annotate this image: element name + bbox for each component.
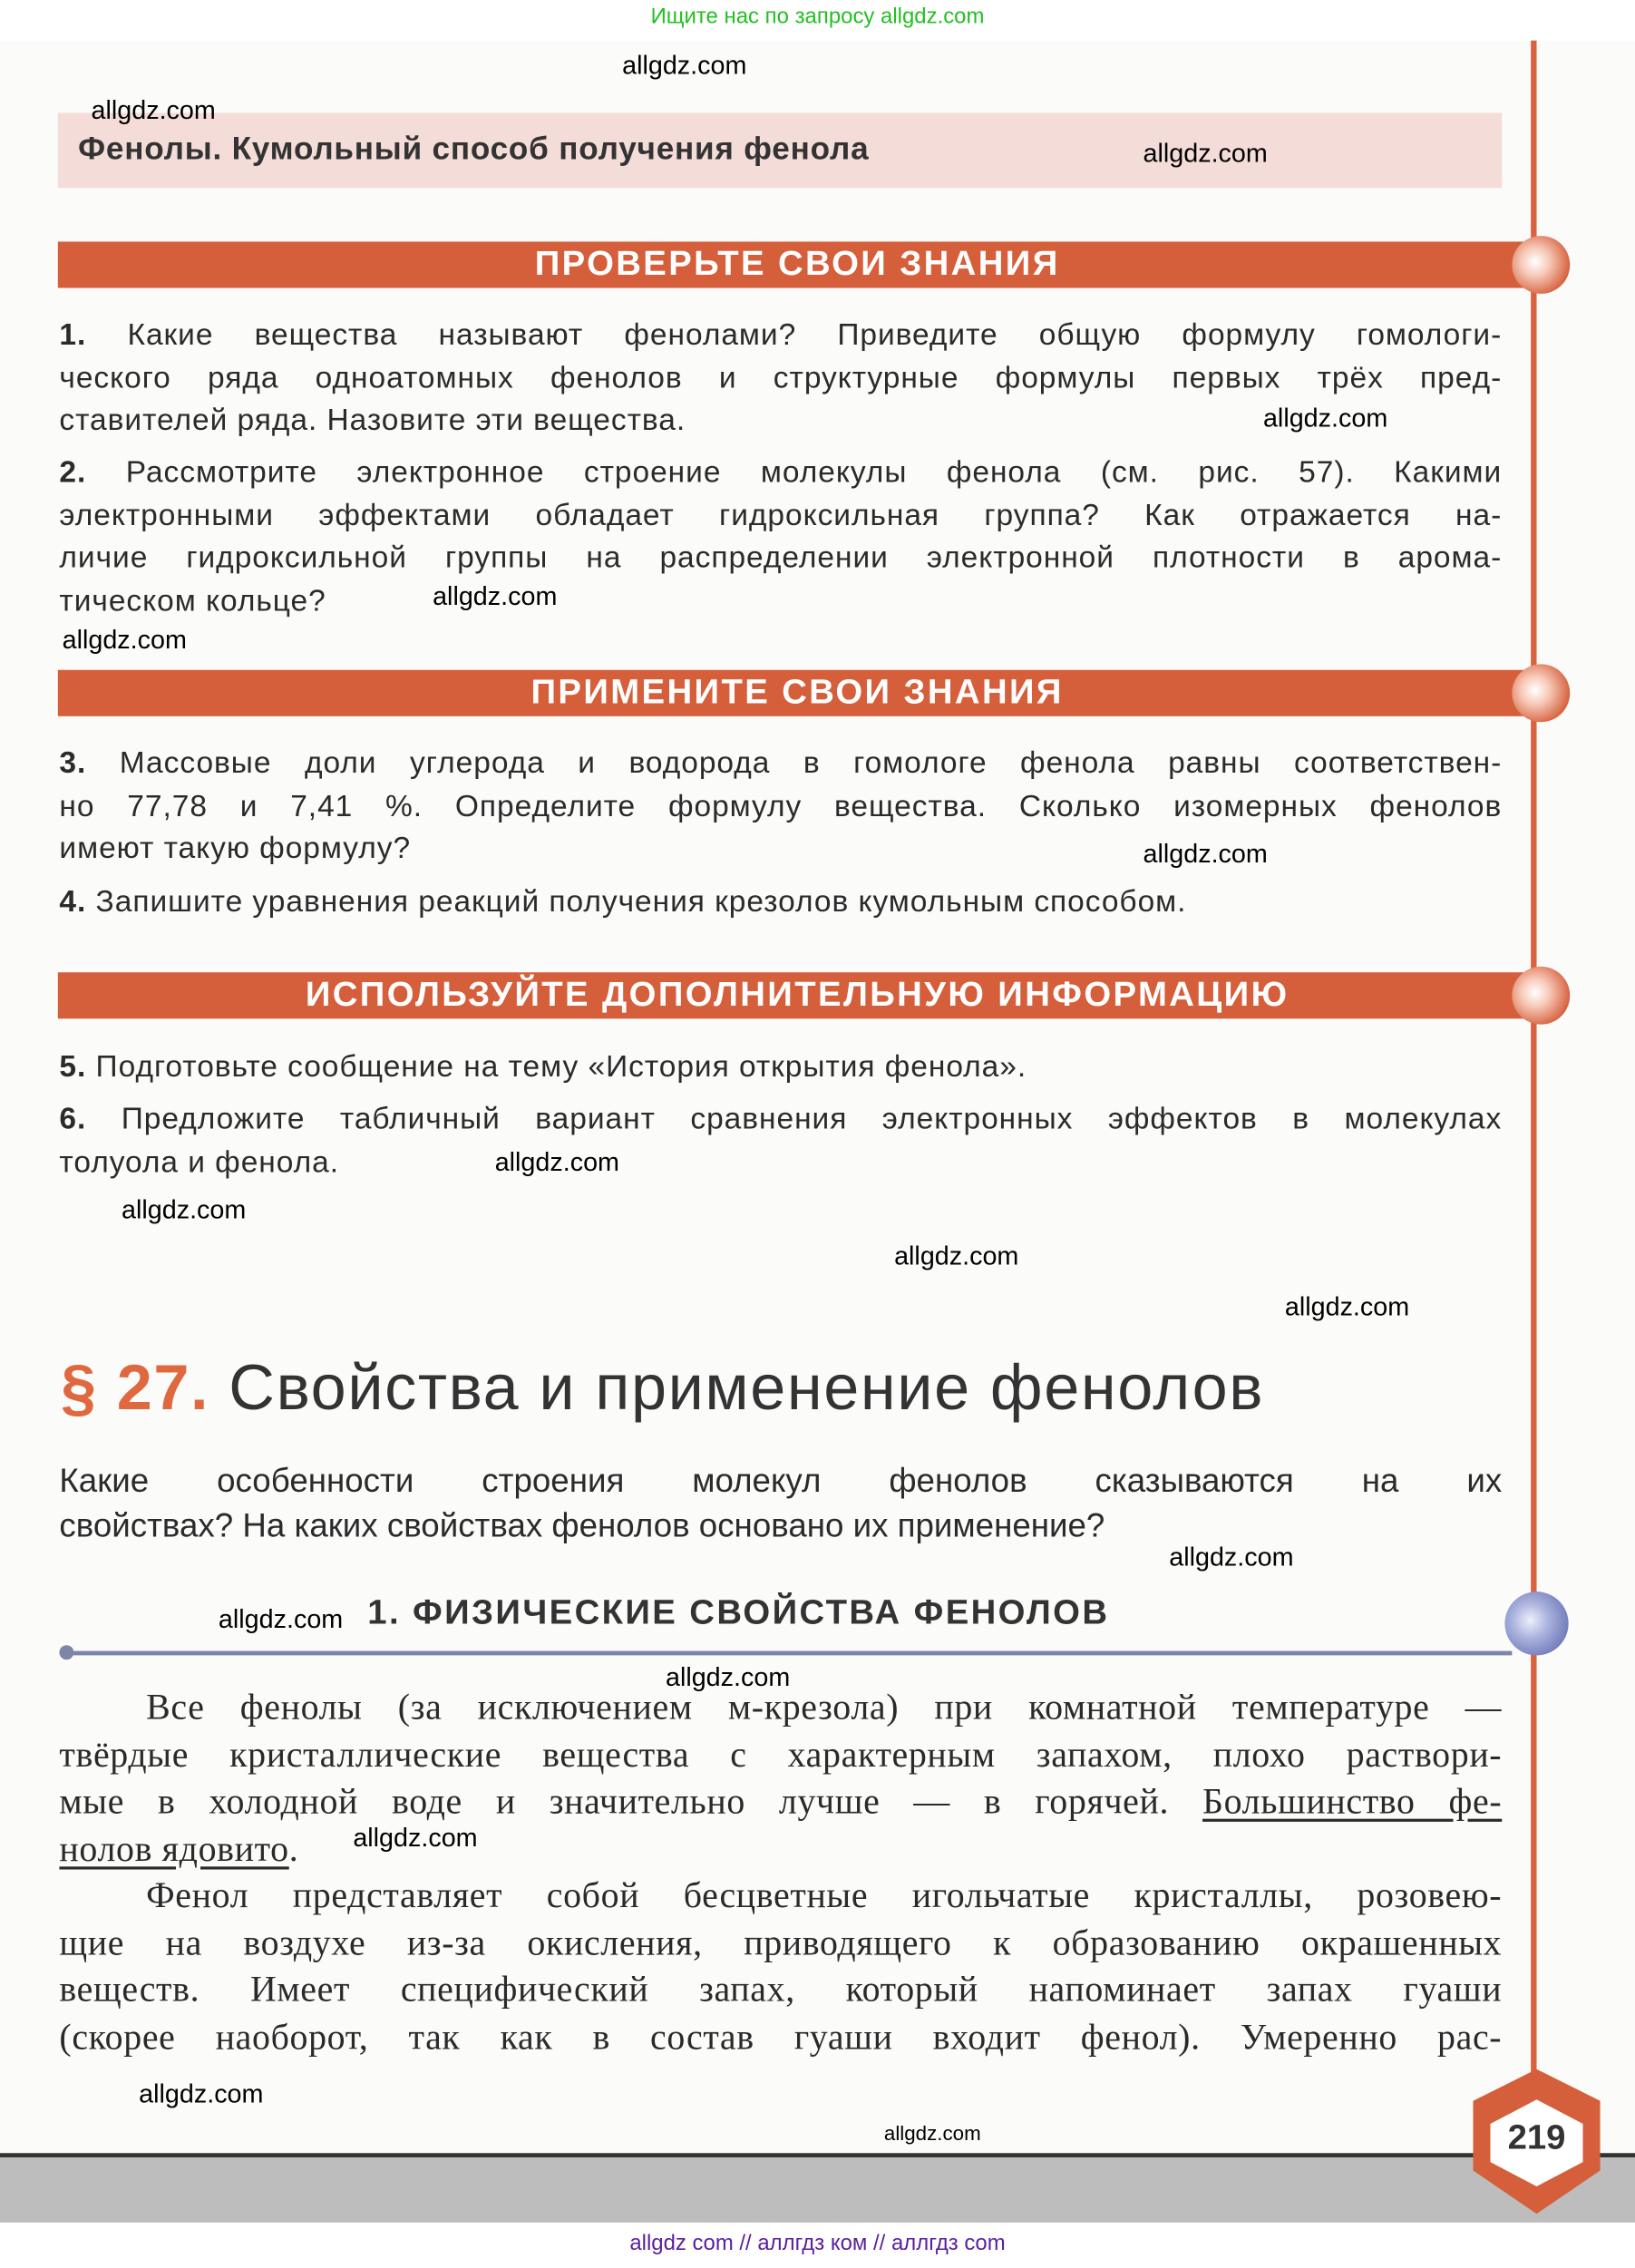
underlined-text: Большинство фе- <box>1202 1782 1503 1822</box>
line: Подготовьте сообщение на тему «История открытия фенола». <box>95 1050 1027 1085</box>
section-knob-icon <box>1512 967 1570 1025</box>
watermark: allgdz.com <box>665 1662 791 1692</box>
watermark: allgdz.com <box>433 581 558 611</box>
section-bar-extra: ИСПОЛЬЗУЙТЕ ДОПОЛНИТЕЛЬНУЮ ИНФОРМАЦИЮ <box>58 972 1537 1018</box>
watermark: allgdz.com <box>1143 139 1268 169</box>
subsection-knob-icon <box>1504 1591 1568 1655</box>
watermark: allgdz.com <box>218 1604 344 1634</box>
question-2 <box>59 452 1502 622</box>
question-number: 6. <box>59 1102 87 1136</box>
watermark: allgdz.com <box>1262 404 1388 433</box>
watermark: allgdz.com <box>1143 839 1268 869</box>
question-4 <box>59 881 1502 924</box>
line: (скорее наоборот, так как в состав гуаши входит фенол). Умеренно рас- <box>59 2018 1503 2058</box>
line: толуола и фенола. <box>59 1144 339 1179</box>
line: Рассмотрите электронное строение молекулы фенола (см. рис. 57). Какими <box>125 455 1503 490</box>
line: Фенол представляет собой бесцветные игольчатые кристаллы, розовею- <box>146 1876 1503 1916</box>
line: твёрдые кристаллические вещества с характерным запахом, плохо раствори- <box>59 1735 1503 1776</box>
watermark: allgdz.com <box>139 2078 264 2108</box>
watermark: allgdz.com <box>894 1241 1019 1270</box>
rule-dot-icon <box>59 1645 73 1660</box>
line: Запишите уравнения реакций получения крезолов кумольным способом. <box>95 885 1187 920</box>
line: имеют такую формулу? <box>59 832 412 866</box>
watermark: allgdz.com <box>1169 1542 1294 1572</box>
line: ставителей ряда. Назовите эти вещества. <box>59 404 686 437</box>
question-5 <box>59 1046 1502 1089</box>
question-number: 3. <box>59 746 87 781</box>
section-bar-check: ПРОВЕРЬТЕ СВОИ ЗНАНИЯ <box>58 241 1537 287</box>
punct: . <box>288 1829 299 1869</box>
underlined-text: нолов ядовито <box>59 1829 289 1869</box>
subsection-heading: 1. ФИЗИЧЕСКИЕ СВОЙСТВА ФЕНОЛОВ <box>367 1592 1110 1632</box>
footer-links[interactable]: allgdz com // аллгдз ком // аллгдз com <box>629 2231 1006 2256</box>
line: мые в холодной воде и значительно лучше — в горячей. <box>59 1782 1203 1822</box>
line: Какие вещества называют фенолами? Приведите общую формулу гомологи- <box>127 318 1503 352</box>
line: Все фенолы (за исключением м-крезола) при комнатной температуре — <box>146 1689 1503 1728</box>
scan-margin <box>0 2157 1635 2223</box>
section-knob-icon <box>1512 664 1570 722</box>
watermark: allgdz.com <box>62 625 187 655</box>
section-knob-icon <box>1512 236 1570 294</box>
line: личие гидроксильной группы на распределении электронной плотности в арома- <box>59 540 1503 575</box>
watermark: allgdz.com <box>622 50 747 80</box>
watermark: allgdz.com <box>1284 1291 1410 1321</box>
line: электронными эффектами обладает гидроксильная группа? Как отражается на- <box>59 498 1503 532</box>
question-number: 1. <box>59 318 87 352</box>
watermark: allgdz.com <box>883 2121 981 2145</box>
section-bar-apply: ПРИМЕНИТЕ СВОИ ЗНАНИЯ <box>58 670 1537 716</box>
line: но 77,78 и 7,41 %. Определите формулу вещества. Сколько изомерных фенолов <box>59 789 1503 823</box>
line: Предложите табличный вариант сравнения электронных эффектов в молекулах <box>121 1102 1503 1136</box>
line: тическом кольце? <box>59 583 326 618</box>
top-banner-link[interactable]: Ищите нас по запросу allgdz.com <box>650 4 985 29</box>
paragraph-heading <box>61 1353 1264 1426</box>
page-number: 219 <box>1507 2117 1566 2158</box>
intro-questions <box>59 1458 1502 1548</box>
question-number: 2. <box>59 455 87 490</box>
watermark: allgdz.com <box>494 1147 619 1177</box>
question-6 <box>59 1098 1502 1183</box>
question-number: 4. <box>59 885 87 920</box>
margin-rule <box>1531 41 1536 2139</box>
question-3 <box>59 743 1502 871</box>
watermark: allgdz.com <box>353 1823 478 1853</box>
section-sign: § 27. <box>61 1352 210 1425</box>
question-number: 5. <box>59 1050 87 1085</box>
line: Какие особенности строения молекул фенолов сказываются на их <box>59 1461 1503 1500</box>
line: свойствах? На каких свойствах фенолов основано их применение? <box>59 1506 1105 1544</box>
line: Массовые доли углерода и водорода в гомологе фенола равны соответствен- <box>119 746 1503 781</box>
line: ческого ряда одноатомных фенолов и структурные формулы первых трёх пред- <box>59 361 1503 394</box>
body-text <box>59 1686 1502 2062</box>
running-header-title: Фенолы. Кумольный способ получения фенола <box>78 130 870 167</box>
paragraph-title: Свойства и применение фенолов <box>229 1352 1265 1425</box>
watermark: allgdz.com <box>91 95 216 125</box>
line: веществ. Имеет специфический запах, который напоминает запах гуаши <box>59 1971 1503 2010</box>
watermark: allgdz.com <box>122 1194 247 1224</box>
line: щие на воздухе из-за окисления, приводящего к образованию окрашенных <box>59 1923 1503 1963</box>
subsection-rule <box>65 1651 1513 1656</box>
